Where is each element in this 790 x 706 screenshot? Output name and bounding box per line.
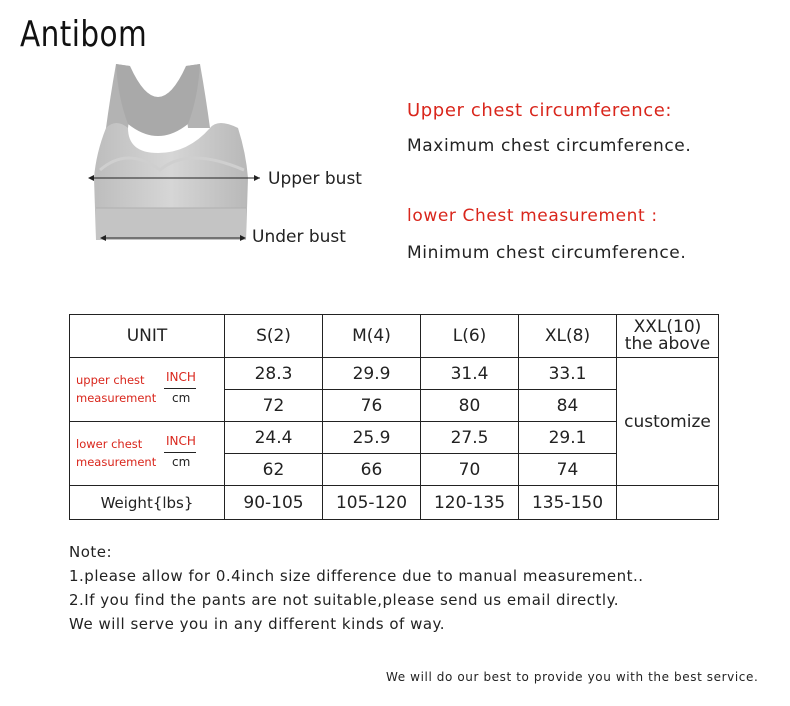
cm-unit-label: cm [172, 391, 191, 405]
table-cell: 66 [323, 454, 421, 486]
header-xxl-line2: the above [624, 334, 711, 354]
inch-unit-label: INCH [166, 434, 196, 448]
table-header-row [70, 315, 719, 358]
table-cell: 29.9 [323, 358, 421, 390]
sports-bra-illustration [88, 58, 260, 258]
cm-unit-label: cm [172, 455, 191, 469]
upper-chest-title: Upper chest circumference: [407, 100, 673, 121]
note-line: 1.please allow for 0.4inch size difference due to manual measurement.. [69, 567, 644, 585]
table-cell: 27.5 [421, 422, 519, 454]
inch-unit-label: INCH [166, 370, 196, 384]
under-bust-label: Under bust [252, 227, 346, 247]
lower-chest-row-label [70, 422, 225, 486]
header-cell: S(2) [225, 315, 323, 358]
table-row [70, 358, 719, 390]
upper-chest-row-label [70, 358, 225, 422]
table-cell: 90-105 [225, 486, 323, 520]
table-cell: 72 [225, 390, 323, 422]
table-cell: 25.9 [323, 422, 421, 454]
table-cell: 135-150 [519, 486, 617, 520]
table-cell: 62 [225, 454, 323, 486]
table-cell-empty [617, 486, 719, 520]
table-cell: 29.1 [519, 422, 617, 454]
table-cell: 84 [519, 390, 617, 422]
upper-chest-label-line2: measurement [76, 391, 157, 405]
unit-divider [164, 388, 196, 389]
table-cell: 24.4 [225, 422, 323, 454]
table-cell: 76 [323, 390, 421, 422]
upper-chest-label-line1: upper chest [76, 373, 145, 387]
header-cell: XL(8) [519, 315, 617, 358]
lower-chest-label-line1: lower chest [76, 437, 143, 451]
table-cell: 70 [421, 454, 519, 486]
note-line: We will serve you in any different kinds of way. [69, 615, 446, 633]
table-cell: 33.1 [519, 358, 617, 390]
lower-chest-description: Minimum chest circumference. [407, 243, 687, 263]
header-cell: M(4) [323, 315, 421, 358]
upper-bust-label: Upper bust [268, 169, 362, 189]
table-cell: 80 [421, 390, 519, 422]
table-cell: 31.4 [421, 358, 519, 390]
lower-chest-title: lower Chest measurement : [407, 206, 658, 226]
note-heading: Note: [69, 543, 113, 561]
note-line: 2.If you find the pants are not suitable,please send us email directly. [69, 591, 620, 609]
table-cell: 74 [519, 454, 617, 486]
lower-chest-label-line2: measurement [76, 455, 157, 469]
footer-text: We will do our best to provide you with the best service. [386, 670, 759, 684]
header-xxl-line1: XXL(10) [633, 317, 702, 337]
size-chart-table [69, 314, 719, 520]
table-row-weight [70, 486, 719, 520]
header-cell-xxl [617, 315, 719, 358]
unit-divider [164, 452, 196, 453]
brand-logo: Antibom [20, 14, 148, 55]
table-cell: 28.3 [225, 358, 323, 390]
header-cell: UNIT [70, 315, 225, 358]
header-cell: L(6) [421, 315, 519, 358]
table-cell: 120-135 [421, 486, 519, 520]
upper-chest-description: Maximum chest circumference. [407, 136, 692, 156]
table-cell: 105-120 [323, 486, 421, 520]
customize-cell: customize [617, 358, 719, 486]
weight-label: Weight{lbs} [70, 486, 225, 520]
